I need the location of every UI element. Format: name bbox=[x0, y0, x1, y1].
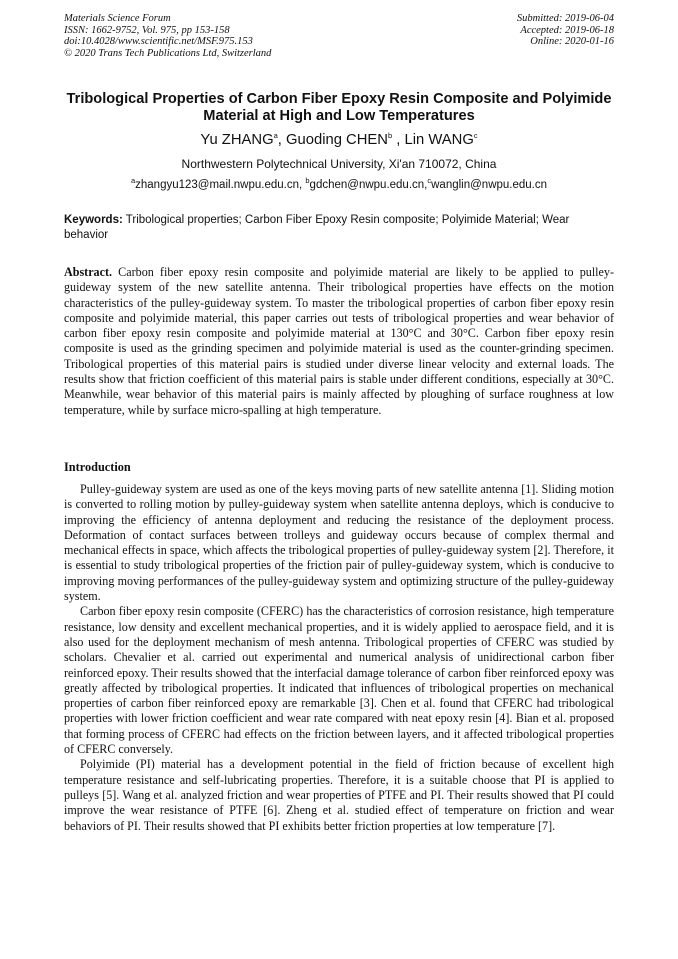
copyright-line: © 2020 Trans Tech Publications Ltd, Switzerland bbox=[64, 48, 272, 60]
author bbox=[286, 132, 405, 148]
accepted-date: Accepted: 2019-06-18 bbox=[520, 24, 614, 36]
author-separator: , bbox=[277, 132, 286, 148]
author bbox=[405, 132, 478, 148]
author-sup: c bbox=[473, 131, 478, 141]
abstract-label: Abstract. bbox=[64, 265, 113, 279]
issn-line: ISSN: 1662-9752, Vol. 975, pp 153-158 bbox=[64, 24, 230, 36]
affiliation: Northwestern Polytechnical University, Xi'an 710072, China bbox=[181, 157, 497, 171]
doi-line[interactable]: doi:10.4028/www.scientific.net/MSF.975.153 bbox=[64, 36, 253, 48]
journal-name: Materials Science Forum bbox=[64, 13, 171, 24]
paragraph: Pulley-guideway system are used as one of the keys moving parts of new satellite antenna [1]. Sliding motion is converted to rolling motion by pulley-guideway system when satellite antenna deploys, which is conducive to improving the efficiency of antenna deployment and reducing the resistance of the deployment process. Deformation of contact surfaces between trolleys and guideway occurs because of complex thermal and mechanical effects in space, which affects the tribological properties of pulley-guideway system [2]. Therefore, it is essential to study tribological properties of the friction pair of pulley-guideway system, which is conducive to improving moving performances of the pulley-guideway system and optimizing structure of the pulley-guideway system. bbox=[64, 482, 614, 604]
author-sup: a bbox=[273, 131, 278, 141]
email-list bbox=[40, 178, 638, 193]
email[interactable] bbox=[130, 176, 306, 191]
paragraph: Carbon fiber epoxy resin composite (CFERC) has the characteristics of corrosion resistance, high temperature resistance, low density and excellent mechanical properties, and it is widely applied to aerospace field, and it is also used for the deployment mechanism of mesh antenna. Tribological properties of CFERC was studied by scholars. Chevalier et al. carried out experimental and numerical analysis of unidirectional carbon fiber reinforced epoxy. Their results showed that the interfacial damage tolerance of carbon fiber reinforced epoxy was greatly affected by tribological properties. It indicated that influences of tribological properties on mechanical properties of carbon fiber reinforced epoxy are remarkable [3]. Chen et al. found that CFERC had tribological properties with lower friction coefficient and wear rate compared with neat epoxy resin [4]. Bian et al. proposed that forming process of CFERC had effects on the friction between layers, and it affected tribological properties of CFERC conversely. bbox=[64, 604, 614, 757]
email-address[interactable]: wanglin@nwpu.edu.cn bbox=[431, 179, 548, 191]
abstract-text: Carbon fiber epoxy resin composite and polyimide material are likely to be applied to pulley-guideway system of the new satellite antenna. Their tribological properties have effects on the motion characteristics of the pulley-guideway system. To master the tribological properties of carbon fiber epoxy resin composite and polyimide material, this paper carries out tests of tribological properties and wear behavior of carbon fiber epoxy resin composite and polyimide material at 130°C and 30°C. Carbon fiber epoxy resin composite is used as the grinding specimen and polyimide material is used as the counter-grinding specimen. Tribological properties of this material pairs is studied under diverse linear velocity and external loads. The results show that friction coefficient of this material pairs is stable under different conditions, especially at 30°C. Meanwhile, wear behavior of this material pairs is mainly affected by ploughing of surface roughness at low temperature, while by surface micro-spalling at high temperature. bbox=[64, 265, 614, 417]
email[interactable] bbox=[427, 176, 548, 191]
author bbox=[200, 132, 286, 148]
submitted-date: Submitted: 2019-06-04 bbox=[516, 13, 614, 24]
section-heading-introduction: Introduction bbox=[64, 460, 131, 474]
email-separator: , bbox=[298, 179, 306, 191]
author-list bbox=[40, 131, 638, 149]
keywords-label: Keywords: bbox=[64, 214, 123, 226]
abstract bbox=[64, 265, 614, 418]
email-sup: b bbox=[305, 176, 310, 186]
dates-header bbox=[517, 13, 614, 48]
online-date: Online: 2020-01-16 bbox=[530, 36, 614, 48]
author-sup: b bbox=[387, 131, 393, 141]
email-sup: a bbox=[130, 176, 136, 186]
author-name: Guoding CHEN bbox=[286, 132, 388, 148]
keywords-text: Tribological properties; Carbon Fiber Epoxy Resin composite; Polyimide Material; Wear behavior bbox=[64, 214, 570, 241]
introduction-body bbox=[64, 482, 614, 834]
email-sup: c bbox=[427, 176, 432, 186]
author-name: Lin WANG bbox=[404, 132, 474, 148]
email-address[interactable]: gdchen@nwpu.edu.cn bbox=[309, 179, 425, 191]
author-separator: , bbox=[392, 132, 405, 148]
paper-title: Tribological Properties of Carbon Fiber Epoxy Resin Composite and Polyimide Material at High and Low Temperatures bbox=[66, 91, 612, 124]
email-address[interactable]: zhangyu123@mail.nwpu.edu.cn bbox=[135, 179, 299, 191]
keywords bbox=[64, 213, 616, 243]
email-separator: , bbox=[424, 179, 428, 191]
paragraph: Polyimide (PI) material has a development potential in the field of friction because of excellent high temperature resistance and self-lubricating properties. Therefore, it is a suitable choose that PI is applied to pulleys [5]. Wang et al. analyzed friction and wear properties of PTFE and PI. Their results showed that PI could improve the wear resistance of PTFE [6]. Zheng et al. studied effect of temperature on friction and wear behaviors of PI. Their results showed that PI exhibits better friction properties at low temperature [7]. bbox=[64, 757, 614, 833]
author-name: Yu ZHANG bbox=[200, 132, 274, 148]
journal-header bbox=[64, 13, 271, 60]
email[interactable] bbox=[305, 176, 428, 191]
